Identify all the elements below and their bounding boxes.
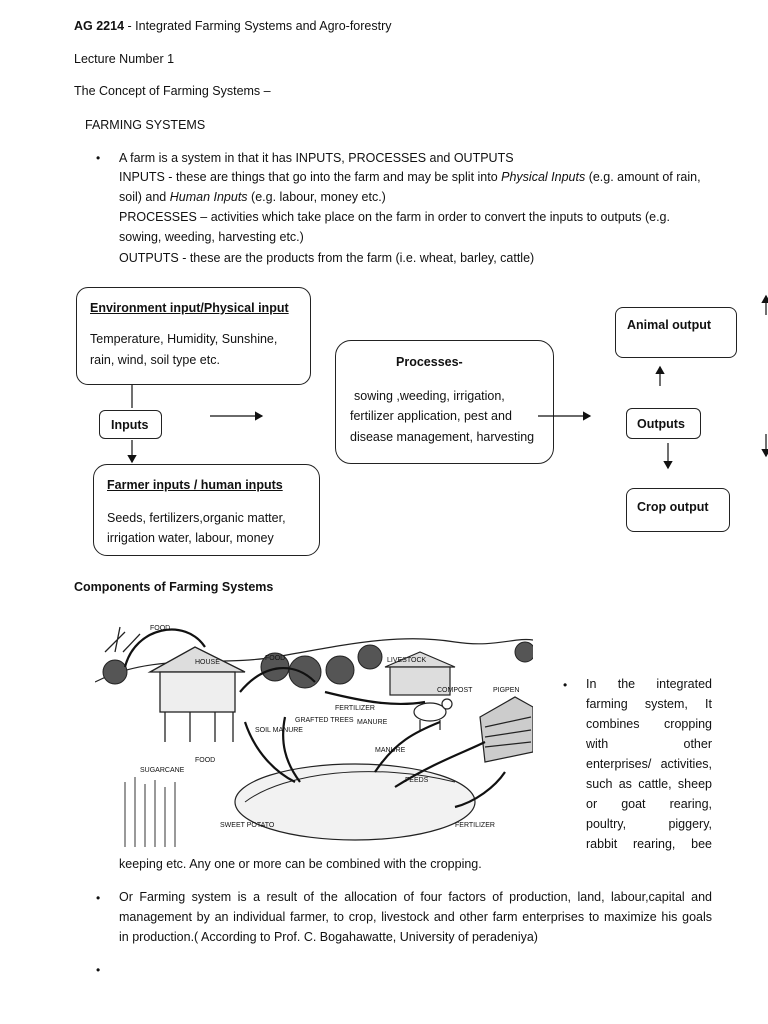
animal-output-label: Animal output [627, 318, 712, 332]
inputs-text-c: soil) and [119, 190, 170, 204]
farmer-input-text-2: irrigation water, labour, money [107, 531, 274, 545]
processes-text-1: sowing ,weeding, irrigation, [354, 389, 505, 403]
label-feeds: FEEDS [405, 777, 429, 784]
intro-line-1: A farm is a system in that it has INPUTS, PROCESSES and OUTPUTS [119, 151, 514, 165]
inputs-label: Inputs [111, 418, 149, 432]
environment-input-title: Environment input/Physical input [90, 301, 289, 315]
intro-outputs-line: OUTPUTS - these are the products from the farm (i.e. wheat, barley, cattle) [119, 251, 535, 265]
bullet-icon: • [96, 963, 101, 977]
side-line: with other [586, 737, 712, 751]
human-inputs-term: Human Inputs [169, 190, 248, 204]
bullet-icon: • [96, 151, 101, 165]
course-title: - Integrated Farming Systems and Agro-forestry [124, 19, 392, 33]
label-food-2: FOOD [265, 655, 286, 662]
definition-line-1: Or Farming system is a result of the allocation of four factors of production, land, labour,capital and [119, 890, 712, 904]
course-code: AG 2214 [74, 19, 125, 33]
processes-text-3: disease management, harvesting [350, 430, 535, 444]
label-fertilizer-1: FERTILIZER [335, 705, 375, 712]
crop-output-label: Crop output [637, 500, 709, 514]
side-line: poultry, piggery, [586, 817, 712, 831]
section-heading: FARMING SYSTEMS [85, 118, 206, 132]
label-compost: COMPOST [437, 687, 473, 694]
definition-line-2: management by an individual farmer, to crop, livestock and other farm enterprises to maximize his goals [119, 910, 712, 924]
outputs-label: Outputs [637, 417, 685, 431]
side-line: rabbit rearing, bee [586, 837, 712, 851]
side-text-continuation: keeping etc. Any one or more can be combined with the cropping. [119, 857, 482, 871]
environment-input-text-2: rain, wind, soil type etc. [90, 353, 220, 367]
side-line: or goat rearing, [586, 797, 712, 811]
label-house: HOUSE [195, 659, 220, 666]
inputs-text-a: INPUTS - these are things that go into the farm and may be split into [119, 170, 502, 184]
bullet-icon: • [563, 678, 568, 692]
label-sugarcane: SUGARCANE [140, 767, 185, 774]
label-livestock: LIVESTOCK [387, 657, 427, 664]
label-grafted-trees: GRAFTED TREES [295, 717, 354, 724]
label-fertilizer-2: FERTILIZER [455, 822, 495, 829]
side-line: such as cattle, sheep [586, 777, 712, 791]
label-sweet-potato: SWEET POTATO [220, 822, 275, 829]
physical-inputs-term: Physical Inputs [501, 170, 586, 184]
label-manure-1: MANURE [357, 719, 388, 726]
intro-processes-line: PROCESSES – activities which take place on the farm in order to convert the inputs to outputs (e.g. [119, 210, 670, 224]
farmer-input-text-1: Seeds, fertilizers,organic matter, [107, 511, 286, 525]
inputs-text-d: (e.g. labour, money etc.) [247, 190, 386, 204]
side-line: In the integrated [586, 677, 712, 691]
processes-title: Processes- [396, 355, 463, 369]
integrated-side-text [586, 677, 712, 857]
definition-line-3: in production.( According to Prof. C. Bogahawatte, University of peradeniya) [119, 930, 538, 944]
label-food-3: FOOD [195, 757, 216, 764]
integrated-farm-illustration [95, 612, 533, 852]
processes-text-2: fertilizer application, pest and [350, 409, 512, 423]
environment-input-text-1: Temperature, Humidity, Sunshine, [90, 332, 278, 346]
farmer-input-title: Farmer inputs / human inputs [107, 478, 283, 492]
side-line: combines cropping [586, 717, 712, 731]
label-soil-manure: SOIL MANURE [255, 727, 303, 734]
lecture-number: Lecture Number 1 [74, 52, 175, 66]
side-line: enterprises/ activities, [586, 757, 712, 771]
concept-heading: The Concept of Farming Systems – [74, 84, 271, 98]
label-pigpen: PIGPEN [493, 687, 520, 694]
inputs-text-b: (e.g. amount of rain, [585, 170, 701, 184]
label-manure-2: MANURE [375, 747, 406, 754]
label-food-1: FOOD [150, 625, 171, 632]
intro-processes-line-2: sowing, weeding, harvesting etc.) [119, 230, 304, 244]
bullet-icon: • [96, 891, 101, 905]
side-line: farming system, It [586, 697, 712, 711]
farming-system-definition [119, 890, 712, 950]
components-heading: Components of Farming Systems [74, 580, 274, 594]
